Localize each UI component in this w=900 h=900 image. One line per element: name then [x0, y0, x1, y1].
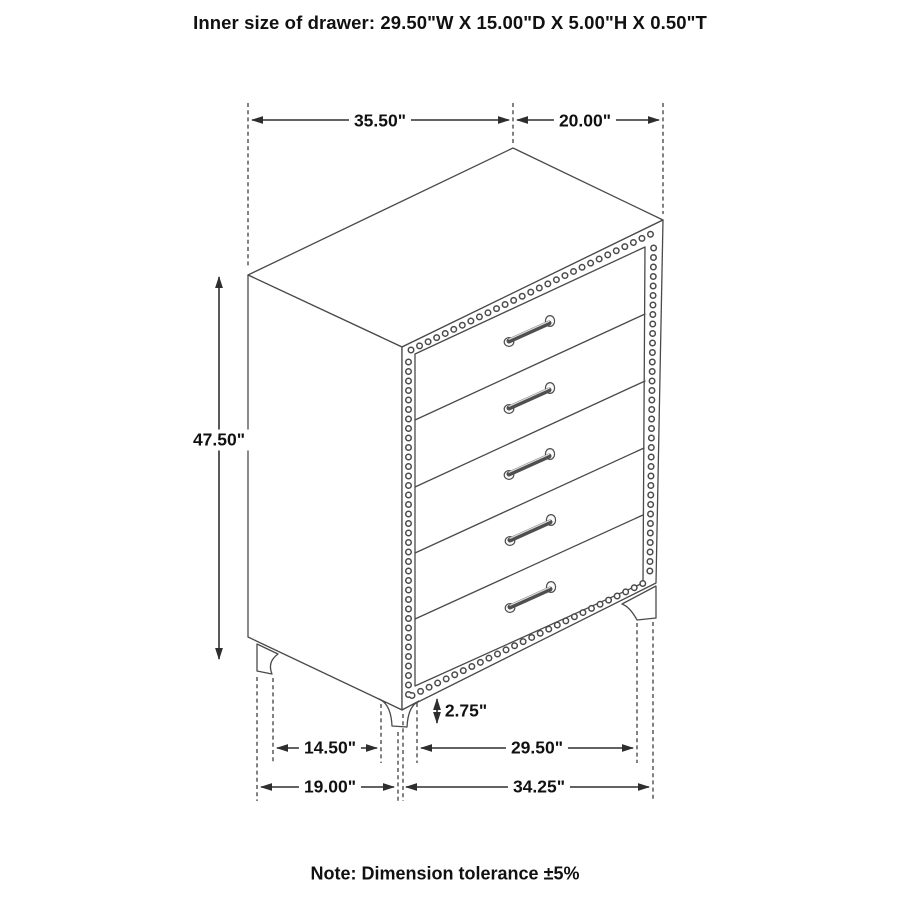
dim-label-base-depth: 19.00" [299, 777, 361, 798]
dim-label-leg-height: 2.75" [444, 700, 488, 721]
dim-label-top-depth: 20.00" [554, 111, 616, 132]
dim-label-height: 47.50" [188, 430, 250, 451]
chest-left-face [248, 275, 402, 710]
tolerance-note: Note: Dimension tolerance ±5% [310, 863, 580, 884]
dim-label-base-width: 34.25" [508, 777, 570, 798]
dim-label-top-width: 35.50" [349, 111, 411, 132]
dim-label-front-leg-span: 29.50" [506, 738, 568, 759]
diagram-title: Inner size of drawer: 29.50"W X 15.00"D X 5.00"H X 0.50"T [193, 12, 707, 33]
dim-label-side-leg-span: 14.50" [299, 738, 361, 759]
